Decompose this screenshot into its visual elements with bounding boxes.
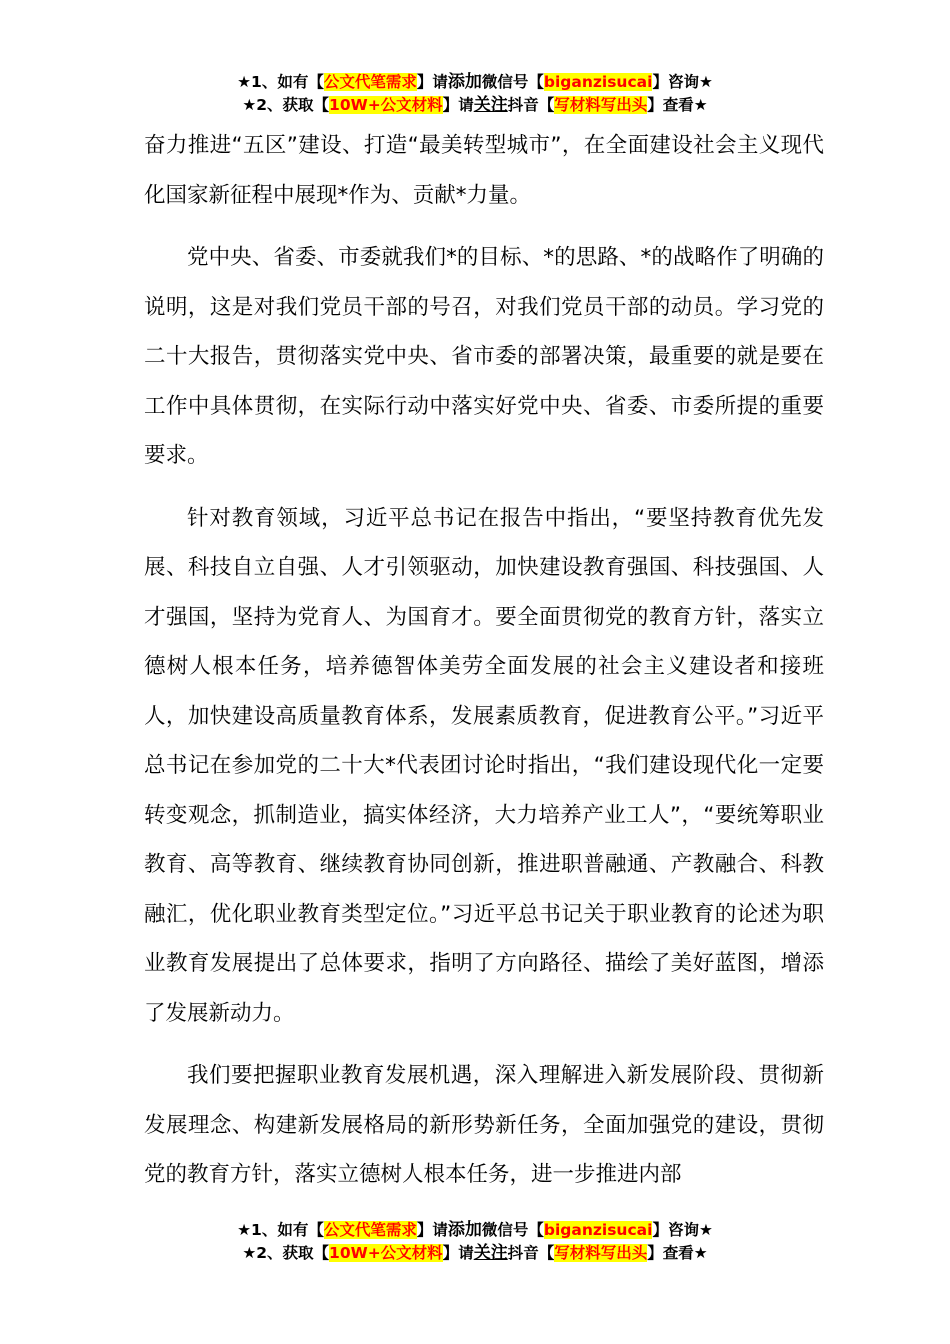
banner-text: 】咨询★ xyxy=(652,73,713,91)
banner-emphasis: 关注 xyxy=(473,95,508,115)
header-banner xyxy=(0,71,950,117)
highlight-ghostwriting: 公文代笔需求 xyxy=(323,1221,417,1239)
paragraph: 党中央、省委、市委就我们*的目标、*的思路、*的战略作了明确的说明，这是对我们党员干部的号召，对我们党员干部的动员。学习党的二十大报告，贯彻落实党中央、省市委的部署决策，最重要的就是要在工作中具体贯彻，在实际行动中落实好党中央、省委、市委所提的重要要求。 xyxy=(144,245,824,468)
banner-text: ★2、获取【 xyxy=(242,96,330,114)
banner-line-1 xyxy=(0,1219,950,1242)
banner-text: 微信号【 xyxy=(481,1221,544,1239)
banner-emphasis: 添加 xyxy=(447,72,482,92)
highlight-ghostwriting: 公文代笔需求 xyxy=(323,73,417,91)
banner-text: 】请 xyxy=(416,1221,448,1239)
banner-text: 抖音【 xyxy=(507,96,555,114)
banner-text: ★1、如有【 xyxy=(237,73,324,91)
banner-line-1 xyxy=(0,71,950,94)
banner-text: 】咨询★ xyxy=(652,1221,713,1239)
highlight-douyin-account: 写材料写出头 xyxy=(554,96,648,114)
banner-line-2 xyxy=(0,94,950,117)
banner-text: 】请 xyxy=(442,1244,474,1262)
highlight-materials: 10W+公文材料 xyxy=(329,96,443,114)
banner-text: ★1、如有【 xyxy=(237,1221,324,1239)
highlight-douyin-account: 写材料写出头 xyxy=(554,1244,648,1262)
footer-banner xyxy=(0,1219,950,1265)
highlight-materials: 10W+公文材料 xyxy=(329,1244,443,1262)
document-body xyxy=(144,121,824,1200)
banner-line-2 xyxy=(0,1242,950,1265)
banner-text: 微信号【 xyxy=(481,73,544,91)
banner-text: 】查看★ xyxy=(647,1244,708,1262)
highlight-wechat-id: biganzisucai xyxy=(543,1221,653,1239)
paragraph: 奋力推进“五区”建设、打造“最美转型城市”，在全面建设社会主义现代化国家新征程中展现*作为、贡献*力量。 xyxy=(144,133,824,208)
banner-emphasis: 添加 xyxy=(447,1220,482,1240)
banner-text: 】请 xyxy=(416,73,448,91)
banner-text: 】查看★ xyxy=(647,96,708,114)
highlight-wechat-id: biganzisucai xyxy=(543,73,653,91)
paragraph: 针对教育领域，习近平总书记在报告中指出，“要坚持教育优先发展、科技自立自强、人才引领驱动，加快建设教育强国、科技强国、人才强国，坚持为党育人、为国育才。要全面贯彻党的教育方针，落实立德树人根本任务，培养德智体美劳全面发展的社会主义建设者和接班人，加快建设高质量教育体系，发展素质教育，促进教育公平。”习近平总书记在参加党的二十大*代表团讨论时指出，“我们建设现代化一定要转变观念，抓制造业，搞实体经济，大力培养产业工人”，“要统筹职业教育、高等教育、继续教育协同创新，推进职普融通、产教融合、科教融汇，优化职业教育类型定位。”习近平总书记关于职业教育的论述为职业教育发展提出了总体要求，指明了方向路径、描绘了美好蓝图，增添了发展新动力。 xyxy=(144,505,824,1026)
banner-emphasis: 关注 xyxy=(473,1243,508,1263)
banner-text: 抖音【 xyxy=(507,1244,555,1262)
banner-text: 】请 xyxy=(442,96,474,114)
paragraph: 我们要把握职业教育发展机遇，深入理解进入新发展阶段、贯彻新发展理念、构建新发展格局的新形势新任务，全面加强党的建设，贯彻党的教育方针，落实立德树人根本任务，进一步推进内部 xyxy=(144,1063,824,1187)
banner-text: ★2、获取【 xyxy=(242,1244,330,1262)
